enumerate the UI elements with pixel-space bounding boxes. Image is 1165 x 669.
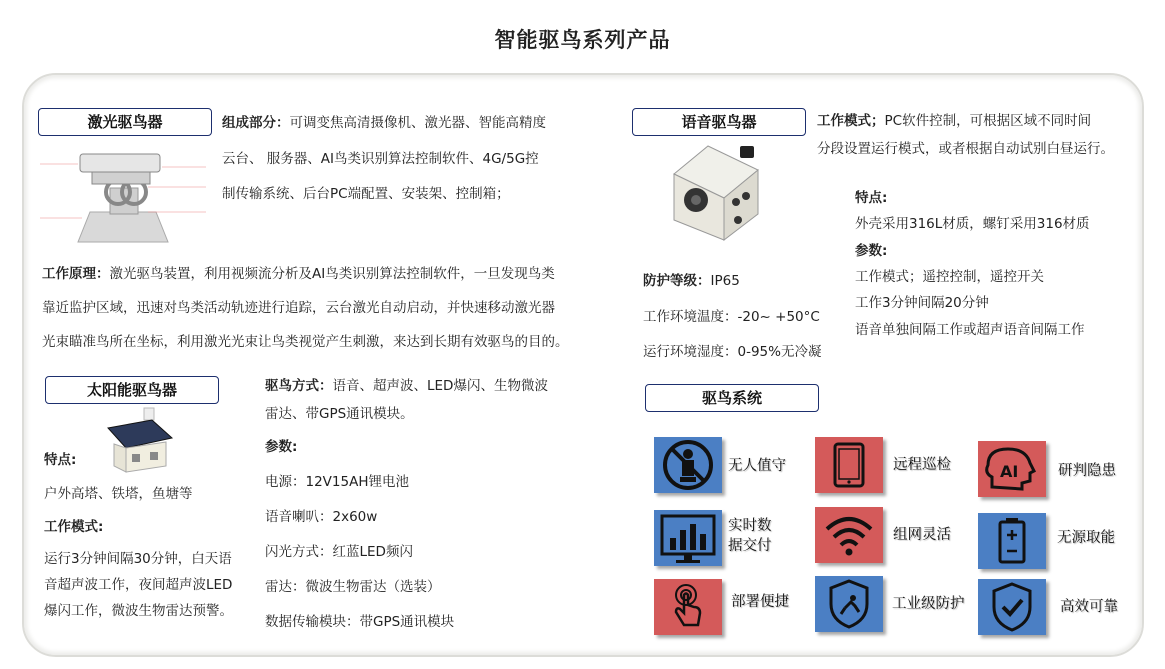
page-title: 智能驱鸟系列产品	[494, 28, 671, 52]
tablet-icon	[815, 437, 883, 493]
solar-param-radar: 雷达：微波生物雷达（选装）	[265, 579, 441, 595]
voice-features-label: 特点:	[855, 190, 888, 206]
solar-param-flash: 闪光方式：红蓝LED频闪	[265, 544, 413, 560]
voice-device-image	[668, 140, 764, 242]
solar-features-text: 户外高塔、铁塔，鱼塘等	[44, 486, 193, 502]
system-label-unattended: 无人值守	[728, 458, 786, 474]
voice-param-interval: 语音单独间隔工作或超声语音间隔工作	[855, 322, 1085, 338]
system-label-remote: 远程巡检	[893, 457, 951, 473]
system-label-power: 无源取能	[1057, 530, 1115, 546]
solar-method: 驱鸟方式：语音、超声波、LED爆闪、生物微波 雷达、带GPS通讯模块。	[265, 378, 548, 422]
voice-param-cycle: 工作3分钟间隔20分钟	[855, 295, 989, 311]
voice-temperature: 工作环境温度：-20~ +50°C	[643, 309, 820, 325]
voice-features-text: 外壳采用316L材质，螺钉采用316材质	[855, 216, 1090, 232]
system-label-risk: 研判隐患	[1058, 463, 1116, 479]
solar-mode-label: 工作模式:	[44, 519, 104, 535]
laser-principle: 工作原理：激光驱鸟装置，利用视频流分析及AI鸟类识别算法控制软件，一旦发现鸟类 靠近监护区域，迅速对鸟类活动轨迹进行追踪，云台激光自动启动，并快速移动激光器 光束瞄准鸟所在坐标，利用激光光束让鸟类视觉产生刺激，来达到长期有效驱鸟的目的。	[42, 266, 569, 350]
shield-check-icon	[978, 579, 1046, 635]
voice-param-mode: 工作模式；遥控控制，遥控开关	[855, 269, 1044, 285]
bar-chart-icon	[654, 510, 722, 566]
svg-text:AI: AI	[1000, 462, 1019, 481]
voice-mode: 工作模式；PC软件控制，可根据区域不同时间 分段设置运行模式，或者根据自动试别白昼运行。	[817, 113, 1114, 157]
solar-param-speaker: 语音喇叭：2x60w	[265, 509, 378, 525]
laser-composition-line2: 云台、 服务器、AI鸟类识别算法控制软件、4G/5G控	[222, 151, 539, 167]
system-label-reliable: 高效可靠	[1060, 599, 1118, 615]
laser-tag: 激光驱鸟器	[38, 108, 212, 136]
solar-tag: 太阳能驱鸟器	[45, 376, 219, 404]
solar-features-label: 特点:	[44, 452, 77, 468]
touch-hand-icon	[654, 579, 722, 635]
voice-protection: 防护等级：IP65	[643, 273, 740, 289]
shield-icon	[815, 576, 883, 632]
system-label-data: 实时数 据交付	[728, 518, 772, 554]
voice-tag: 语音驱鸟器	[632, 108, 806, 136]
solar-device-image	[104, 406, 174, 474]
system-label-industrial: 工业级防护	[892, 596, 965, 612]
voice-humidity: 运行环境湿度：0-95%无冷凝	[643, 344, 822, 360]
battery-icon	[978, 513, 1046, 569]
solar-param-transmission: 数据传输模块：带GPS通讯模块	[265, 614, 455, 630]
solar-mode-text: 运行3分钟间隔30分钟，白天语 音超声波工作，夜间超声波LED 爆闪工作，微波生物雷达预警。	[44, 551, 233, 619]
solar-param-power: 电源：12V15AH锂电池	[265, 474, 409, 490]
system-tag: 驱鸟系统	[645, 384, 819, 412]
voice-params-label: 参数:	[855, 243, 888, 259]
unattended-icon	[654, 437, 722, 493]
ai-head-icon	[978, 441, 1046, 497]
system-label-deploy: 部署便捷	[731, 594, 789, 610]
wifi-icon	[815, 507, 883, 563]
laser-device-image	[38, 142, 208, 246]
system-label-network: 组网灵活	[893, 527, 951, 543]
solar-params-label: 参数:	[265, 439, 298, 455]
laser-composition-line3: 制传输系统、后台PC端配置、安装架、控制箱；	[222, 186, 510, 202]
laser-composition: 组成部分：可调变焦高清摄像机、激光器、智能高精度	[222, 115, 546, 131]
